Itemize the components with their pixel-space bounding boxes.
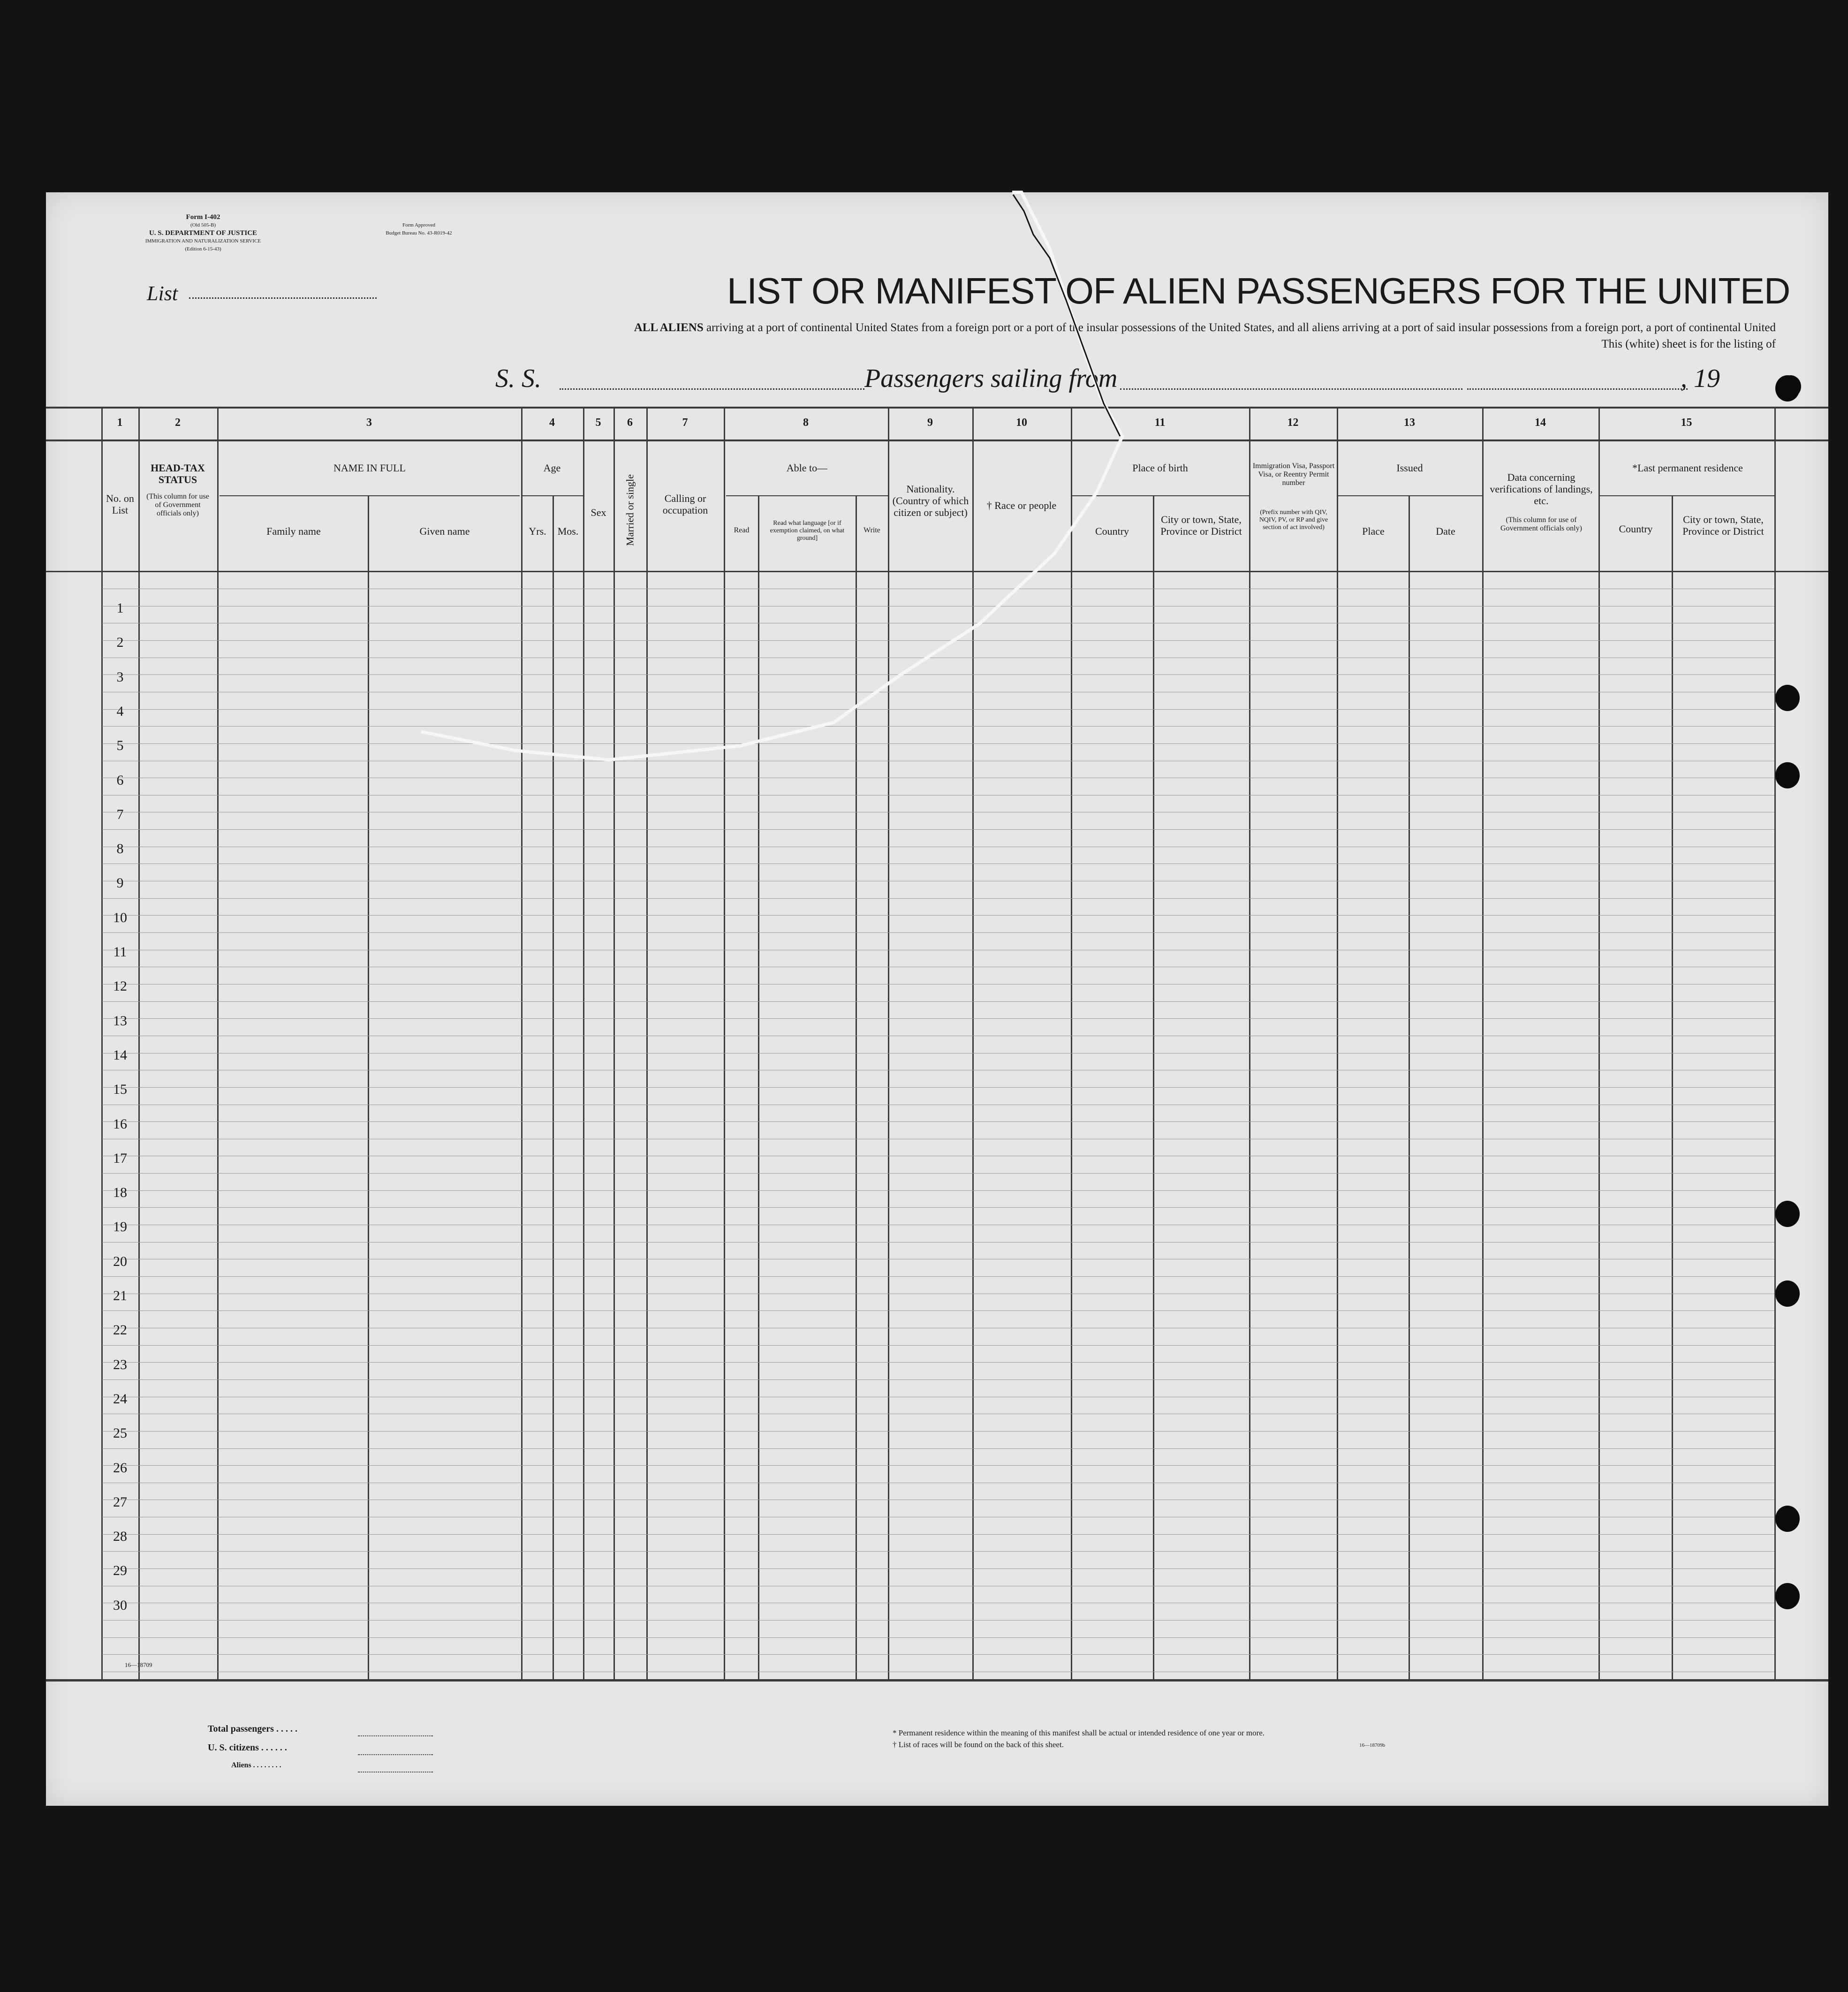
row-number: 23 [113, 1356, 127, 1372]
header-head-tax-note: (This column for use of Government officials only) [146, 492, 209, 517]
punch-hole [1775, 762, 1800, 788]
row-number: 4 [116, 703, 124, 719]
row-number: 16 [113, 1116, 127, 1132]
page-title: LIST OR MANIFEST OF ALIEN PASSENGERS FOR THE UNITED [727, 270, 1790, 311]
row-number: 24 [113, 1391, 127, 1407]
punch-hole [1780, 375, 1801, 398]
header-issued-place: Place [1362, 525, 1385, 537]
row-number: 12 [113, 978, 127, 994]
colnum-2: 2 [175, 417, 181, 429]
ss-label: S. S. [495, 364, 541, 393]
row-number: 19 [113, 1219, 127, 1235]
department-name: U. S. DEPARTMENT OF JUSTICE [149, 229, 258, 237]
colnum-5: 5 [595, 417, 601, 429]
row-number: 15 [113, 1082, 127, 1098]
edition-date: (Edition 6-15-43) [185, 246, 221, 252]
row-number: 30 [113, 1597, 127, 1613]
row-number: 14 [113, 1047, 127, 1063]
service-name: IMMIGRATION AND NATURALIZATION SERVICE [145, 238, 261, 244]
row-number: 27 [113, 1494, 127, 1510]
row-number: 28 [113, 1529, 127, 1545]
row-number: 1 [116, 600, 124, 616]
punch-hole [1775, 1583, 1800, 1609]
colnum-1: 1 [117, 417, 123, 429]
us-citizens-field[interactable] [358, 1754, 433, 1755]
row-number: 2 [116, 635, 124, 651]
row-number: 13 [113, 1013, 127, 1029]
row-number: 5 [116, 738, 124, 754]
header-res-city: City or town, State, Province or District [1682, 514, 1764, 537]
punch-hole [1775, 1506, 1800, 1532]
budget-number: Budget Bureau No. 43-R019-42 [386, 230, 452, 236]
row-number: 26 [113, 1460, 127, 1476]
header-head-tax: HEAD-TAX STATUS [151, 462, 205, 485]
colnum-10: 10 [1016, 417, 1027, 429]
row-number: 21 [113, 1288, 127, 1303]
row-number: 11 [113, 944, 127, 960]
header-issued-date: Date [1436, 525, 1455, 537]
header-landing-note: (This column for use of Government officials only) [1500, 516, 1582, 532]
footer-us-citizens: U. S. citizens . . . . . . [208, 1742, 287, 1753]
subtitle-all-aliens: ALL ALIENS [634, 321, 704, 334]
footer-total-passengers: Total passengers . . . . . [208, 1724, 297, 1734]
colnum-7: 7 [682, 417, 688, 429]
header-visa: Immigration Visa, Passport Visa, or Reentry Permit number [1252, 462, 1335, 487]
form-approved: Form Approved [402, 222, 435, 228]
row-number: 6 [116, 772, 124, 788]
colnum-14: 14 [1535, 417, 1546, 429]
header-birth-city: City or town, State, Province or District [1160, 514, 1242, 537]
manifest-sheet [46, 192, 1828, 1806]
form-number: Form I-402 [186, 213, 220, 221]
subtitle-line-2: This (white) sheet is for the listing of [1601, 338, 1776, 350]
print-code: 16—18709 [125, 1661, 152, 1668]
row-number: 25 [113, 1425, 127, 1441]
header-family-name: Family name [266, 525, 321, 537]
header-write: Write [863, 526, 880, 534]
header-mos: Mos. [557, 525, 579, 537]
header-yrs: Yrs. [529, 525, 546, 537]
colnum-3: 3 [366, 417, 372, 429]
tear-highlight [421, 192, 1122, 760]
header-last-residence: *Last permanent residence [1632, 462, 1743, 474]
header-married-single: Married or single [624, 474, 636, 546]
header-landing-data: Data concerning verifications of landings, etc. [1490, 471, 1593, 507]
row-number: 20 [113, 1253, 127, 1269]
header-place-of-birth: Place of birth [1132, 462, 1188, 474]
row-number: 7 [116, 806, 124, 822]
colnum-8: 8 [803, 417, 809, 429]
header-nationality: Nationality. (Country of which citizen or subject) [892, 483, 969, 518]
colnum-9: 9 [927, 417, 933, 429]
colnum-13: 13 [1404, 417, 1415, 429]
header-res-country: Country [1619, 523, 1653, 535]
header-name-in-full: NAME IN FULL [333, 462, 406, 474]
row-number: 8 [116, 841, 124, 857]
sailing-from-label: Passengers sailing from [864, 364, 1118, 393]
header-able-to: Able to— [786, 462, 828, 474]
header-no-on-list: No. on List [106, 492, 134, 516]
colnum-4: 4 [549, 417, 555, 429]
header-visa-note: (Prefix number with QIV, NQIV, PV, or RP and give section of act involved) [1259, 509, 1328, 531]
punch-hole [1775, 1201, 1800, 1227]
footnote-races: † List of races will be found on the back of this sheet. [893, 1740, 1064, 1749]
header-race: † Race or people [986, 500, 1057, 511]
total-passengers-label: Total passengers [208, 1724, 274, 1734]
header-birth-country: Country [1095, 525, 1129, 537]
row-number: 9 [116, 875, 124, 891]
footer-aliens: Aliens . . . . . . . . [231, 1761, 281, 1769]
row-number: 17 [113, 1150, 127, 1166]
row-number: 3 [116, 669, 124, 685]
us-citizens-label: U. S. citizens [208, 1742, 259, 1753]
row-number: 10 [113, 909, 127, 925]
header-sex: Sex [591, 507, 606, 518]
punch-hole [1775, 1280, 1800, 1307]
subtitle-text: arriving at a port of continental United States from a foreign port or a port of the insular possessions of the United States, and all aliens arriving at a port of said insular possessions from a foreign port, a port of continental United [706, 321, 1776, 334]
header-calling: Calling or occupation [662, 492, 708, 516]
row-number: 18 [113, 1185, 127, 1201]
footer-print-code: 16—18709b [1359, 1742, 1385, 1748]
colnum-15: 15 [1681, 417, 1692, 429]
header-issued: Issued [1396, 462, 1423, 474]
year-label: , 19 [1681, 364, 1720, 393]
header-given-name: Given name [419, 525, 470, 537]
header-read-language: Read what language [or if exemption claimed, on what ground] [770, 520, 845, 542]
tear-edge [1013, 195, 1120, 436]
list-label: List [147, 282, 178, 305]
total-passengers-field[interactable] [358, 1735, 433, 1736]
header-age: Age [543, 462, 561, 474]
colnum-12: 12 [1287, 417, 1299, 429]
row-number: 22 [113, 1322, 127, 1338]
colnum-11: 11 [1154, 417, 1166, 429]
header-read: Read [734, 526, 750, 534]
punch-hole [1775, 685, 1800, 711]
row-number: 29 [113, 1563, 127, 1579]
paper-tear [46, 192, 1828, 1806]
aliens-label: Aliens [231, 1761, 251, 1769]
colnum-6: 6 [627, 417, 633, 429]
old-form-number: (Old 505-B) [190, 222, 216, 228]
footnote-permanent: * Permanent residence within the meaning of this manifest shall be actual or intended residence of one year or more. [893, 1728, 1265, 1737]
